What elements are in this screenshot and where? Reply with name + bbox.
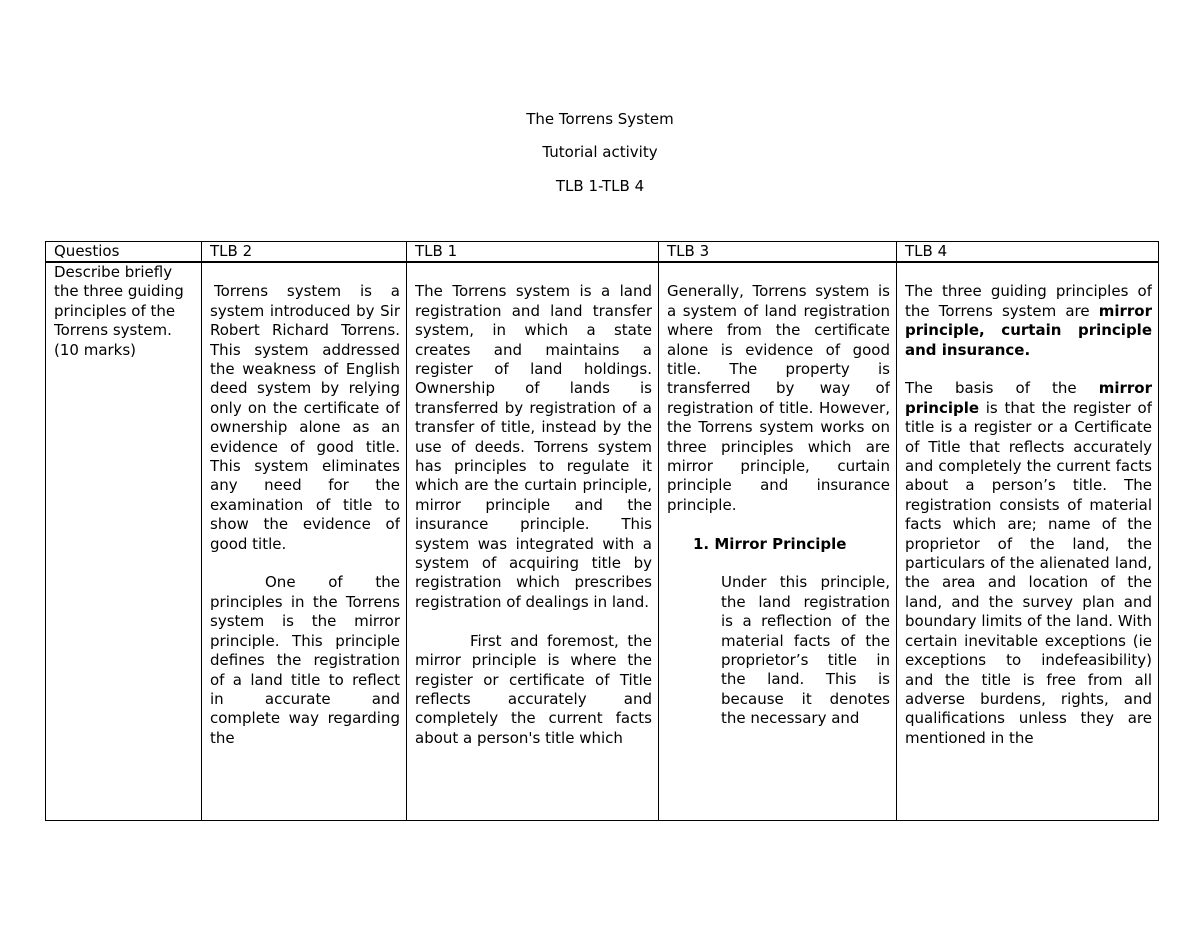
document-groups: TLB 1-TLB 4 bbox=[555, 177, 645, 195]
tlb4-paragraph-2 bbox=[905, 379, 1152, 748]
header-tlb3: TLB 3 bbox=[659, 242, 897, 263]
tlb4-p2-rest: is that the register of title is a register or a Certificate of Title that reflects accurately and completely the current facts about a person’s title. The registration consists of material facts which are; name of the proprietor of the land, the particulars of the alienated land, the area and location of the land, and the survey plan and boundary limits of the land. With certain inevitable exceptions (ie exceptions to indefeasibility) and the title is free from all adverse burdens, rights, and qualifications unless they are mentioned in the bbox=[905, 398, 1152, 747]
tlb4-p2-bold: mirror principle bbox=[905, 379, 1152, 417]
header-tlb1: TLB 1 bbox=[407, 242, 659, 263]
tlb1-cell bbox=[407, 262, 659, 821]
table-row bbox=[46, 262, 1159, 821]
tlb1-paragraph-2: First and foremost, the mirror principle is where the register or certificate of Title reflects accurately and completely the current facts about a person's title which bbox=[415, 631, 652, 747]
header-tlb2: TLB 2 bbox=[202, 242, 407, 263]
document-title: The Torrens System bbox=[526, 110, 674, 128]
tlb4-p1-text: The three guiding principles of the Torrens system are bbox=[905, 282, 1152, 320]
tlb4-cell bbox=[897, 262, 1159, 821]
tlb3-cell bbox=[659, 262, 897, 821]
question-text: Describe briefly the three guiding principles of the Torrens system. (10 marks) bbox=[54, 263, 184, 359]
tlb4-p1-bold: mirror principle, curtain principle and insurance. bbox=[905, 301, 1152, 359]
tlb3-paragraph-1: Generally, Torrens system is a system of land registration where from the certificate alone is evidence of good title. The property is transferred by way of registration of title. However, the Torrens system works on three principles which are mirror principle, curtain principle and insurance principle. bbox=[667, 282, 890, 514]
tlb3-list-item-body: Under this principle, the land registration is a reflection of the material facts of the proprietor’s title in the land. This is because it denotes the necessary and bbox=[721, 573, 890, 728]
tlb4-p2-text: The basis of the bbox=[905, 379, 1099, 398]
table-header-row bbox=[46, 242, 1159, 263]
tlb2-cell bbox=[202, 262, 407, 821]
tlb3-list-title: Mirror Principle bbox=[714, 534, 847, 553]
tlb1-paragraph-1: The Torrens system is a land registration and land transfer system, in which a state creates and maintains a register of land holdings. Ownership of lands is transferred by registration of a transfer of title, instead by the use of deeds. Torrens system has principles to regulate it which are the curtain principle, mirror principle and the insurance principle. This system was integrated with a system of acquiring title by registration which prescribes registration of dealings in land. bbox=[415, 282, 652, 611]
header-questions: Questios bbox=[46, 242, 202, 263]
document-subtitle: Tutorial activity bbox=[542, 143, 658, 161]
tutorial-table bbox=[45, 241, 1159, 821]
tlb3-list-number: 1. bbox=[693, 534, 710, 553]
tlb4-paragraph-1 bbox=[905, 282, 1152, 360]
question-cell bbox=[46, 262, 202, 821]
tlb2-paragraph-2: One of the principles in the Torrens system is the mirror principle. This principle defines the registration of a land title to reflect in accurate and complete way regarding the bbox=[210, 573, 400, 747]
tlb2-paragraph-1: Torrens system is a system introduced by Sir Robert Richard Torrens. This system addressed the weakness of English deed system by relying only on the certificate of ownership alone as an evidence of good title. This system eliminates any need for the examination of title to show the evidence of good title. bbox=[210, 282, 400, 553]
tlb3-list-item-heading bbox=[693, 535, 890, 554]
header-tlb4: TLB 4 bbox=[897, 242, 1159, 263]
